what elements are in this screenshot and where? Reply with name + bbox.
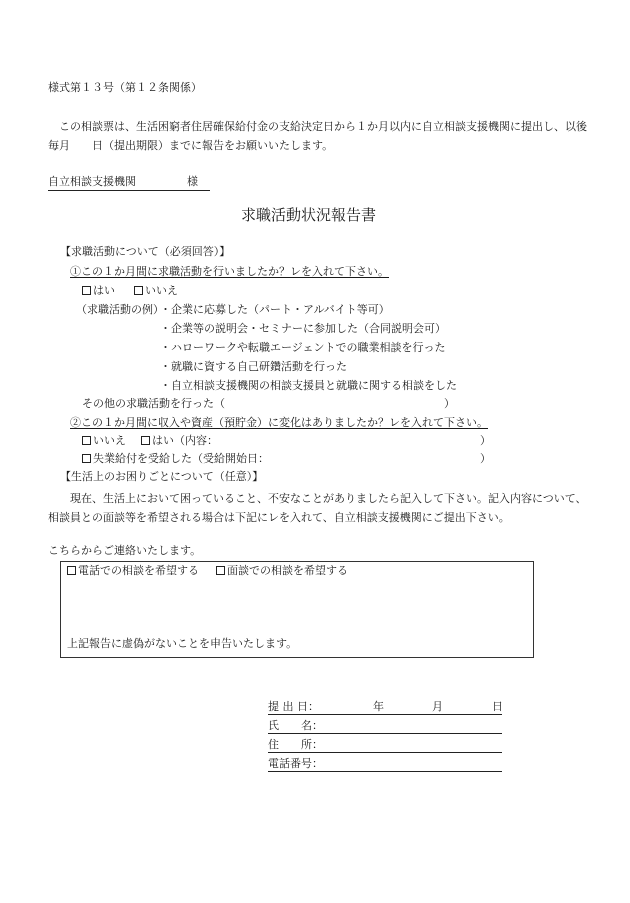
date-month: 月 (432, 700, 443, 713)
example-item: ・就職に資する自己研鑽活動を行った (160, 360, 347, 373)
section2-heading: 【生活上のお困りごとについて（任意）】 (60, 470, 264, 483)
example-item: ・ハローワークや転職エージェントでの職業相談を行った (160, 341, 446, 354)
other-activity-label: その他の求職活動を行った（ (82, 397, 225, 410)
example-item: ・企業に応募した（パート・アルバイト等可） (160, 303, 390, 316)
phone-field-line[interactable] (268, 756, 502, 772)
form-number: 様式第１３号（第１２条関係） (48, 81, 202, 94)
section2-body: 現在、生活上において困っていること、不安なことがありましたら記入して下さい。記入内容について、相談員との面談等を希望される場合は下記にレを入れて、自立相談支援機関にご提出下さい。 (48, 492, 587, 524)
q1-no-label: いいえ (145, 284, 178, 297)
address-field-line[interactable] (268, 737, 502, 753)
phone-consult-checkbox[interactable] (67, 566, 76, 575)
q2-unemployment-close: ） (480, 452, 491, 465)
q1-text: ①この１か月間に求職活動を行いましたか？レを入れて下さい。 (70, 265, 389, 278)
phone-label: 電話番号： (268, 757, 323, 770)
example-item: ・企業等の説明会・セミナーに参加した（合同説明会可） (160, 322, 446, 335)
q2-yes-checkbox[interactable] (141, 436, 150, 445)
examples-label: （求職活動の例） (76, 303, 164, 316)
q1-options (82, 285, 178, 296)
example-item: ・自立相談支援機関の相談支援員と就職に関する相談をした (160, 379, 457, 392)
q2-unemployment (82, 453, 269, 464)
q2-text: ②この１か月間に収入や資産（預貯金）に変化はありましたか？レを入れて下さい。 (70, 416, 488, 429)
intro-paragraph: この相談票は、生活困窮者住居確保給付金の支給決定日から１か月以内に自立相談支援機関に提出し、以後毎月 日（提出期限）までに報告をお願いいたします。 (48, 120, 587, 152)
q2-no-checkbox[interactable] (82, 436, 91, 445)
q2-no-label: いいえ (93, 434, 126, 447)
addressee-underline (48, 189, 210, 191)
q1-yes-label: はい (93, 284, 115, 297)
meet-consult-label: 面談での相談を希望する (227, 564, 348, 577)
section1-heading: 【求職活動について（必須回答）】 (60, 245, 231, 258)
date-label: 提 出 日： (268, 700, 319, 713)
meet-consult-checkbox[interactable] (216, 566, 225, 575)
address-label: 住 所： (268, 738, 323, 751)
q2-options (82, 435, 218, 446)
declaration-text: 上記報告に虚偽がないことを申告いたします。 (67, 637, 298, 650)
page-title: 求職活動状況報告書 (241, 206, 377, 224)
other-activity-close: ） (444, 397, 455, 410)
addressee-org: 自立相談支援機関 (48, 175, 136, 188)
name-label: 氏 名： (268, 719, 323, 732)
q2-yes-label: はい（内容： (152, 434, 218, 447)
q1-no-checkbox[interactable] (134, 286, 143, 295)
q2-unemployment-label: 失業給付を受給した（受給開始日： (93, 452, 269, 465)
q2-yes-close: ） (480, 434, 491, 447)
addressee-honorific: 様 (187, 175, 198, 188)
contact-note: こちらからご連絡いたします。 (48, 544, 202, 557)
q2-unemployment-checkbox[interactable] (82, 454, 91, 463)
date-day: 日 (492, 700, 503, 713)
consultation-box[interactable] (60, 561, 534, 658)
name-field-line[interactable] (268, 718, 502, 734)
phone-consult-label: 電話での相談を希望する (78, 564, 199, 577)
q1-yes-checkbox[interactable] (82, 286, 91, 295)
date-field-line[interactable] (268, 699, 502, 715)
consultation-options (67, 565, 348, 576)
date-year: 年 (373, 700, 384, 713)
